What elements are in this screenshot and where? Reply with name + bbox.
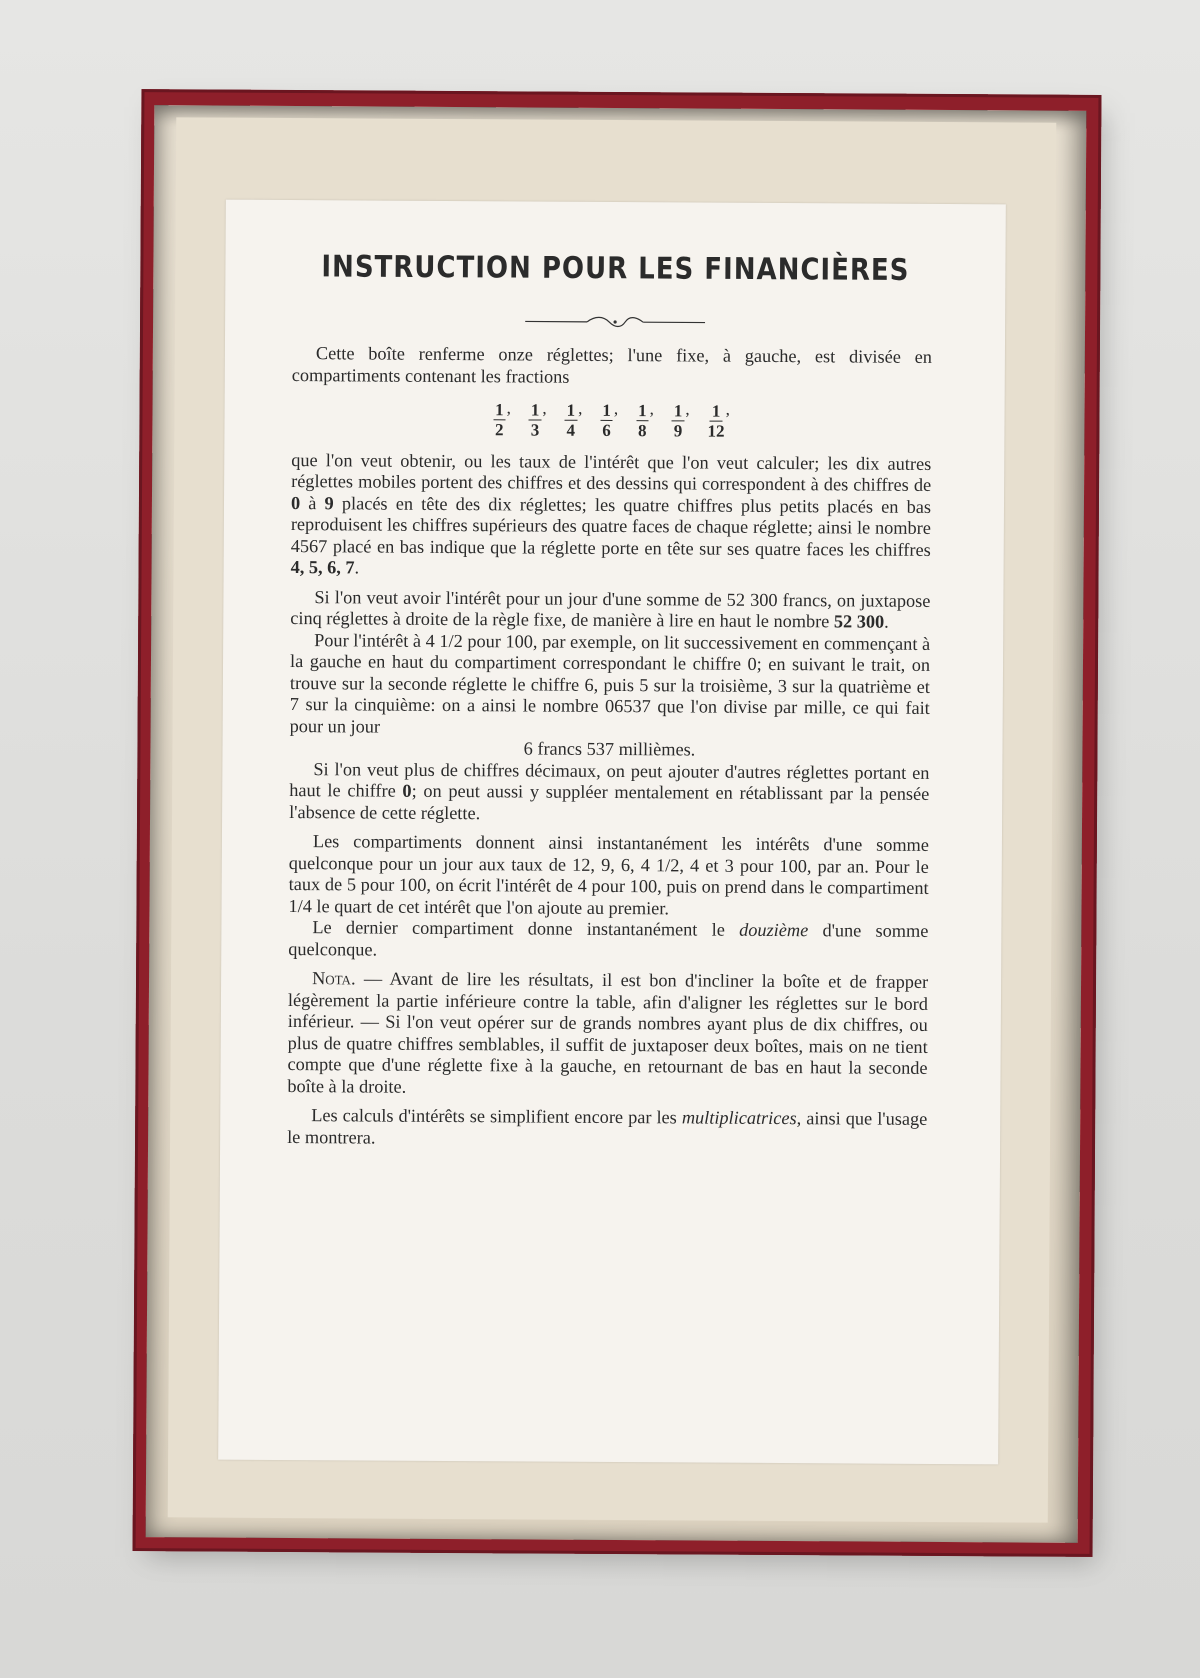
- example-result: 6 francs 537 millièmes.: [523, 738, 696, 760]
- fraction-sixth: $\frac{1}{6}$ ,: [602, 399, 619, 440]
- paragraph-decimals: Si l'on veut plus de chiffres décimaux, on peut ajouter d'autres réglettes portant en haut le chiffre 0; on peut aussi y suppléer mentalement en rétablissant par la pensée l'absence de cette réglette.: [289, 758, 930, 823]
- paragraph-example-rate: Pour l'intérêt à 4 1/2 pour 100, par exemple, on lit successivement en commençant à la gauche en haut du compartiment correspondant le chiffre 0; en suivant le trait, on trouve sur la seconde réglette le chiffre 6, puis 5 sur la troisième, 3 sur la quatrième et 7 sur la cinquième: on a ainsi le nombre 06537 que l'on divise par mille, ce qui fait pour un jour: [289, 629, 931, 737]
- ornament-divider: [525, 314, 705, 329]
- fraction-twelfth: $\frac{1}{12}$ ,: [707, 399, 731, 441]
- paragraph-intro: Cette boîte renferme onze réglettes; l'une fixe, à gauche, est divisée en compartiments contenant les fractions: [291, 343, 932, 387]
- paragraph-last-compartment: Le dernier compartiment donne instantanément le douzième d'une somme quelconque.: [288, 917, 929, 960]
- paragraph-closing: Les calculs d'intérêts se simplifient encore par les multiplicatrices, ainsi que l'usage le montrera.: [287, 1105, 928, 1148]
- fraction-half: $\frac{1}{2}$ ,: [495, 398, 512, 439]
- paragraph-example-sum: Si l'on veut avoir l'intérêt pour un jour d'une somme de 52 300 francs, on juxtapose cinq réglettes à droite de la règle fixe, de manière à lire en haut le nombre 52 300.: [290, 586, 931, 632]
- paragraph-nota: Nota. — Avant de lire les résultats, il est bon d'incliner la boîte et de frapper légèrement la partie inférieure contre la table, afin d'aligner les réglettes sur le bord inférieur. — Si l'on veut opérer sur de grands nombres ayant plus de dix chiffres, ou plus de quatre chiffres semblables, il suffit de juxtaposer deux boîtes, mais on ne tient compte que d'une réglette fixe à la gauche, en retournant de bas en haut la seconde boîte à la droite.: [287, 968, 929, 1097]
- label-title: INSTRUCTION POUR LES FINANCIÈRES: [321, 249, 910, 289]
- fraction-ninth: $\frac{1}{9}$ ,: [673, 399, 690, 440]
- fraction-quarter: $\frac{1}{4}$ ,: [566, 398, 583, 440]
- instruction-label: [218, 200, 1006, 1465]
- paragraph-compartments: Les compartiments donnent ainsi instantanément les intérêts d'une somme quelconque pour un jour aux taux de 12, 9, 6, 4 1/2, 4 et 3 pour 100, par an. Pour le taux de 5 pour 100, on écrit l'intérêt de 4 pour 100, puis on prend dans le compartiment 1/4 le quart de cet intérêt que l'on ajoute au premier.: [288, 831, 929, 918]
- fraction-third: $\frac{1}{3}$ ,: [530, 398, 547, 440]
- paragraph-reglettes: que l'on veut obtenir, ou les taux de l'intérêt que l'on veut calculer; les dix autres réglettes mobiles portent des chiffres et des dessins qui correspondent à des chiffres de 0 à 9 placés en tête des dix réglettes; les quatre chiffres plus petits placés en bas reproduisent les chiffres supérieurs des quatre faces de chaque réglette; ainsi le nombre 4567 placé en bas indique que la réglette porte en tête sur ses quatre faces les chiffres 4, 5, 6, 7.: [290, 449, 932, 578]
- fraction-eighth: $\frac{1}{8}$ ,: [638, 399, 655, 440]
- fractions-row: [291, 396, 931, 441]
- label-body: [287, 343, 932, 1152]
